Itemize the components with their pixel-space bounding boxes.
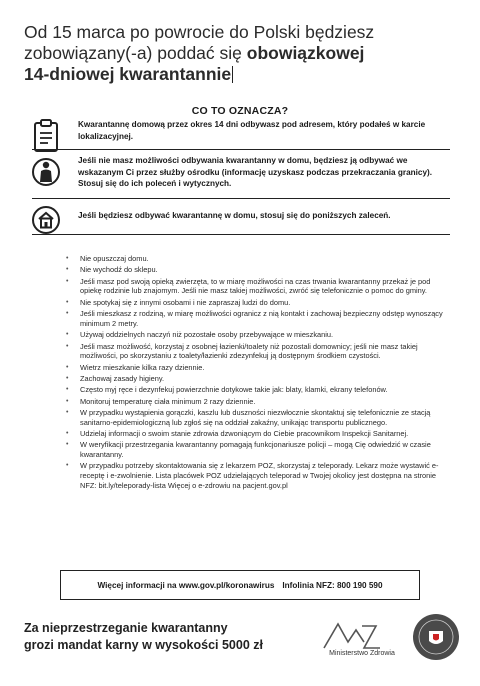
title-line-2-plain: zobowiązany(-a) poddać się (24, 43, 247, 63)
info-block-facility (32, 155, 452, 190)
divider (32, 198, 450, 199)
ministry-label: Ministerstwo Zdrowia (329, 650, 395, 657)
title-line-1: Od 15 marca po powrocie do Polski będziesz (24, 22, 375, 42)
divider (32, 149, 450, 150)
penalty-line-2: grozi mandat karny w wysokości 5000 zł (24, 638, 263, 652)
home-icon (32, 203, 60, 237)
list-item: • Wietrz mieszkanie kilka razy dziennie. (78, 363, 448, 373)
list-item: • Często myj ręce i dezynfekuj powierzchnie dotykowe takie jak: blaty, klamki, ekrany telefonów. (78, 385, 448, 395)
recommendations-list (78, 254, 448, 492)
section-heading: CO TO OZNACZA? (191, 105, 289, 117)
title-line-3-bold: 14-dniowej kwarantannie (24, 64, 232, 84)
contact-info-link[interactable]: Więcej informacji na www.gov.pl/koronawirus (97, 580, 275, 590)
title-line-2-bold: obowiązkowej (246, 43, 365, 63)
list-item: • Jeśli masz pod swoją opieką zwierzęta, to w miarę możliwości na czas trwania kwarantanny przekaż je pod opiekę rodzinie lub znajomym. Jeśli nie masz takiej możliwości, zwróć się telefonicznie o pomoc do gminy. (78, 277, 448, 296)
list-item: • Nie spotykaj się z innymi osobami i nie zapraszaj ludzi do domu. (78, 298, 448, 308)
clipboard-icon (32, 119, 60, 153)
title-line-2 (24, 43, 464, 64)
sanitary-inspection-seal-icon (413, 614, 459, 660)
list-item: • Monitoruj temperaturę ciała minimum 2 razy dziennie. (78, 397, 448, 407)
info-block-home (32, 203, 452, 237)
ministry-logo-icon (322, 618, 396, 666)
info-text-facility: Jeśli nie masz możliwości odbywania kwarantanny w domu, będziesz ją odbywać we wskazanym Ci przez służby ośrodku (informację uzyskasz podczas przekraczania granicy). Stosuj się do ich poleceń i wytycznych. (78, 156, 433, 188)
list-item: • Nie opuszczaj domu. (78, 254, 448, 264)
list-item: • W przypadku wystąpienia gorączki, kaszlu lub duszności niezwłocznie skontaktuj się telefonicznie ze stacją sanitarno-epidemiologiczną lub zgłoś się na oddział zakaźny, unikając transportu publicznego. (78, 408, 448, 427)
list-item: • W przypadku potrzeby skontaktowania się z lekarzem POZ, skorzystaj z teleporady. Lekarz może wystawić e-receptę i e-zwolnienie. Lista placówek POZ udzielających teleporad w Twojej okolicy jest dostępna na stronie NFZ: bit.ly/teleporady-lista Więcej o e-zdrowiu na pacjent.gov.pl (78, 461, 448, 490)
info-text-address: Kwarantannę domową przez okres 14 dni odbywasz pod adresem, który podałeś w karcie lokalizacyjnej. (78, 120, 426, 141)
list-item: • Jeśli mieszkasz z rodziną, w miarę możliwości ogranicz z nią kontakt i zachowaj bezpieczny odstęp wynoszący minimum 2 metry. (78, 309, 448, 328)
person-icon (32, 155, 60, 189)
penalty-line-1: Za nieprzestrzeganie kwarantanny (24, 621, 228, 635)
list-item: • Zachowaj zasady higieny. (78, 374, 448, 384)
title-line-3 (24, 64, 464, 85)
penalty-notice (24, 620, 304, 654)
divider (32, 234, 450, 235)
list-item: • Używaj oddzielnych naczyń niż pozostałe osoby przebywające w mieszkaniu. (78, 330, 448, 340)
list-item: • Jeśli masz możliwość, korzystaj z osobnej łazienki/toalety niż pozostali domownicy; jeśli nie masz takiej możliwości, po skorzystaniu z toalety/łazienki zdezynfekuj ją dostępnym środkiem czystości. (78, 342, 448, 361)
list-item: • W weryfikacji przestrzegania kwarantanny pomagają funkcjonariusze policji – mogą Cię odwiedzić w czasie kwarantanny. (78, 440, 448, 459)
info-block-address (32, 119, 452, 153)
contact-box (60, 570, 420, 600)
text-cursor (232, 66, 233, 83)
list-item: • Nie wychodź do sklepu. (78, 265, 448, 275)
info-text-home: Jeśli będziesz odbywać kwarantannę w domu, stosuj się do poniższych zaleceń. (78, 211, 391, 220)
hotline-number[interactable]: Infolinia NFZ: 800 190 590 (282, 580, 383, 590)
list-item: • Udzielaj informacji o swoim stanie zdrowia dzwoniącym do Ciebie pracownikom Inspekcji Sanitarnej. (78, 429, 448, 439)
page-title (24, 22, 464, 85)
